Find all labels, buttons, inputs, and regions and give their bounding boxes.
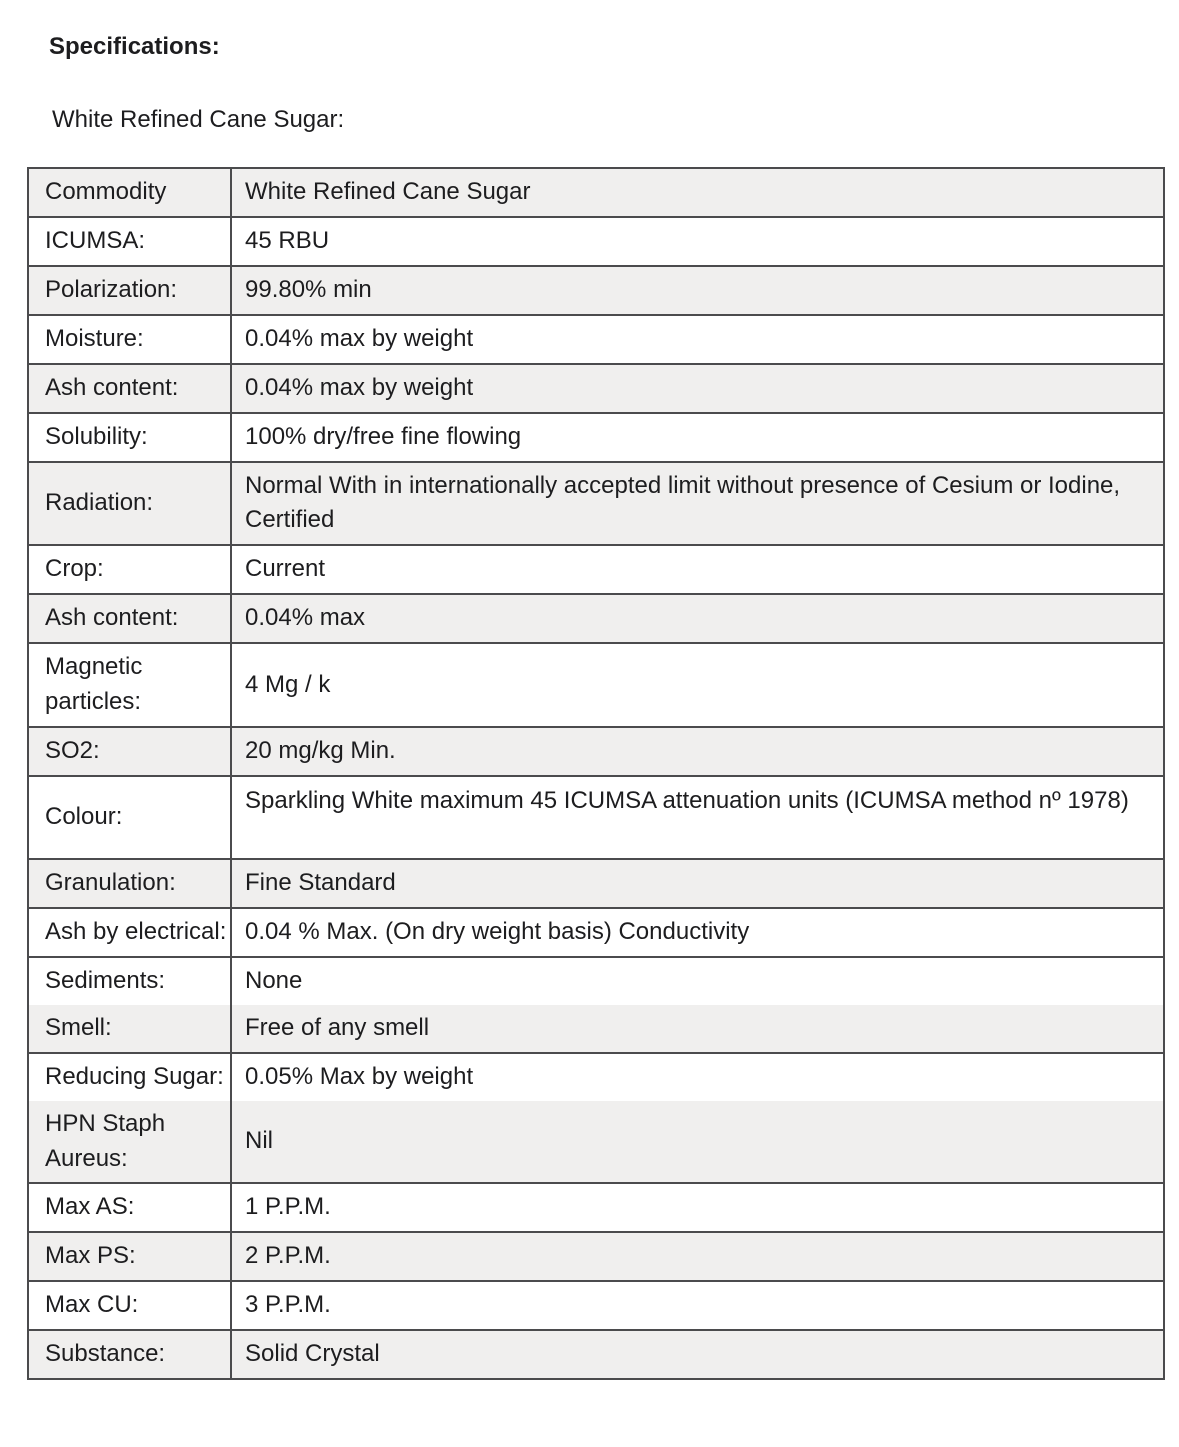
row-value: None (245, 966, 303, 994)
row-value: Current (245, 555, 326, 583)
row-label: Sediments: (29, 958, 232, 1005)
row-label: Colour: (29, 777, 232, 858)
row-label: Max AS: (29, 1184, 232, 1231)
row-label: Magnetic particles: (29, 644, 232, 726)
row-label: Commodity (29, 169, 232, 216)
row-label: Granulation: (29, 860, 232, 907)
row-label: Solubility: (29, 414, 232, 461)
table-row (29, 1329, 1163, 1378)
table-row (29, 544, 1163, 593)
row-value: White Refined Cane Sugar (245, 177, 531, 205)
table-row (29, 907, 1163, 956)
row-label: Ash by electrical: (29, 909, 232, 956)
table-row (29, 216, 1163, 265)
row-label: SO2: (29, 728, 232, 775)
row-value: 0.04% max by weight (245, 324, 474, 352)
table-row (29, 461, 1163, 545)
row-label: Max PS: (29, 1233, 232, 1280)
table-row (29, 642, 1163, 726)
row-label: Reducing Sugar: (29, 1054, 232, 1101)
table-row (29, 363, 1163, 412)
subtitle: White Refined Cane Sugar: (52, 105, 345, 133)
table-row (29, 593, 1163, 642)
table-row (29, 775, 1163, 858)
row-label: Crop: (29, 546, 232, 593)
row-value: 100% dry/free fine flowing (245, 422, 522, 450)
page-title: Specifications: (49, 33, 220, 60)
row-value: Solid Crystal (245, 1340, 380, 1368)
table-row (29, 726, 1163, 775)
row-value: 4 Mg / k (245, 670, 331, 698)
row-value: 1 P.P.M. (245, 1193, 331, 1221)
row-label: Radiation: (29, 463, 232, 545)
row-value: 0.04% max by weight (245, 373, 474, 401)
row-label: Smell: (29, 1005, 232, 1052)
row-value: Sparkling White maximum 45 ICUMSA attenuation units (ICUMSA method nº 1978) (245, 786, 1129, 814)
row-value: 20 mg/kg Min. (245, 736, 396, 764)
row-label: Substance: (29, 1331, 232, 1378)
row-value: Free of any smell (245, 1013, 430, 1041)
table-row (29, 1182, 1163, 1231)
row-label: Polarization: (29, 267, 232, 314)
table-row (29, 1005, 1163, 1052)
table-row (29, 1280, 1163, 1329)
row-label: Ash content: (29, 365, 232, 412)
specifications-table (27, 167, 1165, 1381)
row-value: 0.04% max (245, 604, 366, 632)
row-value: 45 RBU (245, 226, 330, 254)
table-row (29, 314, 1163, 363)
row-label: ICUMSA: (29, 218, 232, 265)
row-label: Max CU: (29, 1282, 232, 1329)
table-row (29, 858, 1163, 907)
row-value: 0.05% Max by weight (245, 1062, 474, 1090)
row-label: Moisture: (29, 316, 232, 363)
row-value: Normal With in internationally accepted limit without presence of Cesium or Iodine, Certified (245, 471, 1121, 534)
table-row (29, 412, 1163, 461)
row-value: Fine Standard (245, 868, 396, 896)
row-value: 0.04 % Max. (On dry weight basis) Conductivity (245, 917, 750, 945)
table-row (29, 265, 1163, 314)
row-value: 99.80% min (245, 275, 372, 303)
table-row (29, 169, 1163, 216)
row-label: Ash content: (29, 595, 232, 642)
table-row (29, 1231, 1163, 1280)
row-value: 3 P.P.M. (245, 1291, 331, 1319)
table-row (29, 1052, 1163, 1101)
table-row (29, 956, 1163, 1005)
row-value: 2 P.P.M. (245, 1242, 331, 1270)
row-label: HPN Staph Aureus: (29, 1101, 232, 1183)
table-row (29, 1101, 1163, 1183)
row-value: Nil (245, 1127, 273, 1155)
